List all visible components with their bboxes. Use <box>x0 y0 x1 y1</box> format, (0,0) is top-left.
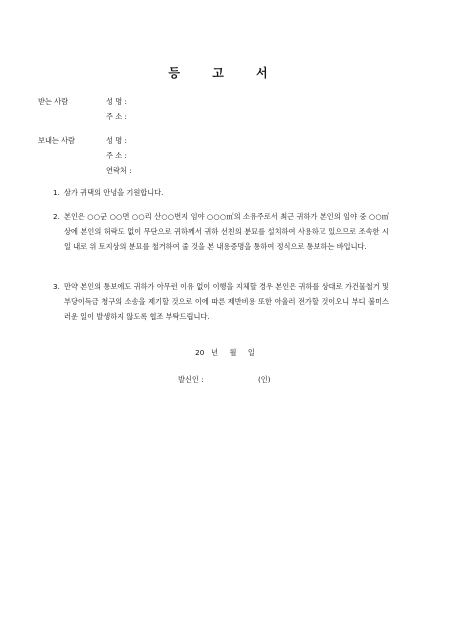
body-paragraph-3 <box>53 279 389 324</box>
recipient-label: 받는 사람 <box>38 97 69 106</box>
paragraph-number: 1. <box>53 188 60 197</box>
body-paragraph-1 <box>53 185 389 200</box>
sender-contact-label: 연락처 : <box>106 166 132 175</box>
paragraph-text: 만약 본인의 통보에도 귀하가 아무런 이유 없이 이행을 지체할 경우 본인은 귀하를 상대로 가건물철거 및 부당이득금 청구의 소송을 제기할 것으로 이에 따른 제반비용 또한 아울러 전가할 것이오니 부디 불미스러운 일이 발생하지 않도록 협조 부탁드립니다. <box>64 282 389 321</box>
sender-label: 보내는 사람 <box>38 136 76 145</box>
sender-signature-label: 발신인 : <box>178 375 204 384</box>
recipient-address-label: 주 소 : <box>106 112 127 121</box>
seal-mark: (인) <box>258 375 271 384</box>
date-line: 20 년 월 일 <box>195 348 255 357</box>
sender-name-label: 성 명 : <box>106 136 127 145</box>
recipient-name-label: 성 명 : <box>106 97 127 106</box>
paragraph-text: 본인은 ○○군 ○○면 ○○리 산○○번지 임야 ○○○㎡의 소유주로서 최근 귀하가 본인의 임야 중 ○○㎡ 상에 본인의 허락도 없이 무단으로 귀하께서 귀하 선친의 분묘를 설치하여 사용하고 있으므로 조속한 시일 내로 위 토지상의 분묘를 철거하여 줄 것을 본 내용증명을 통하여 정식으로 통보하는 바입니다. <box>64 212 389 251</box>
paragraph-number: 3. <box>53 282 60 291</box>
paragraph-text: 삼가 귀댁의 안녕을 기원합니다. <box>64 188 164 197</box>
body-paragraph-2 <box>53 209 389 254</box>
paragraph-number: 2. <box>53 212 60 221</box>
sender-address-label: 주 소 : <box>106 151 127 160</box>
document-title: 등 고 서 <box>168 66 282 80</box>
